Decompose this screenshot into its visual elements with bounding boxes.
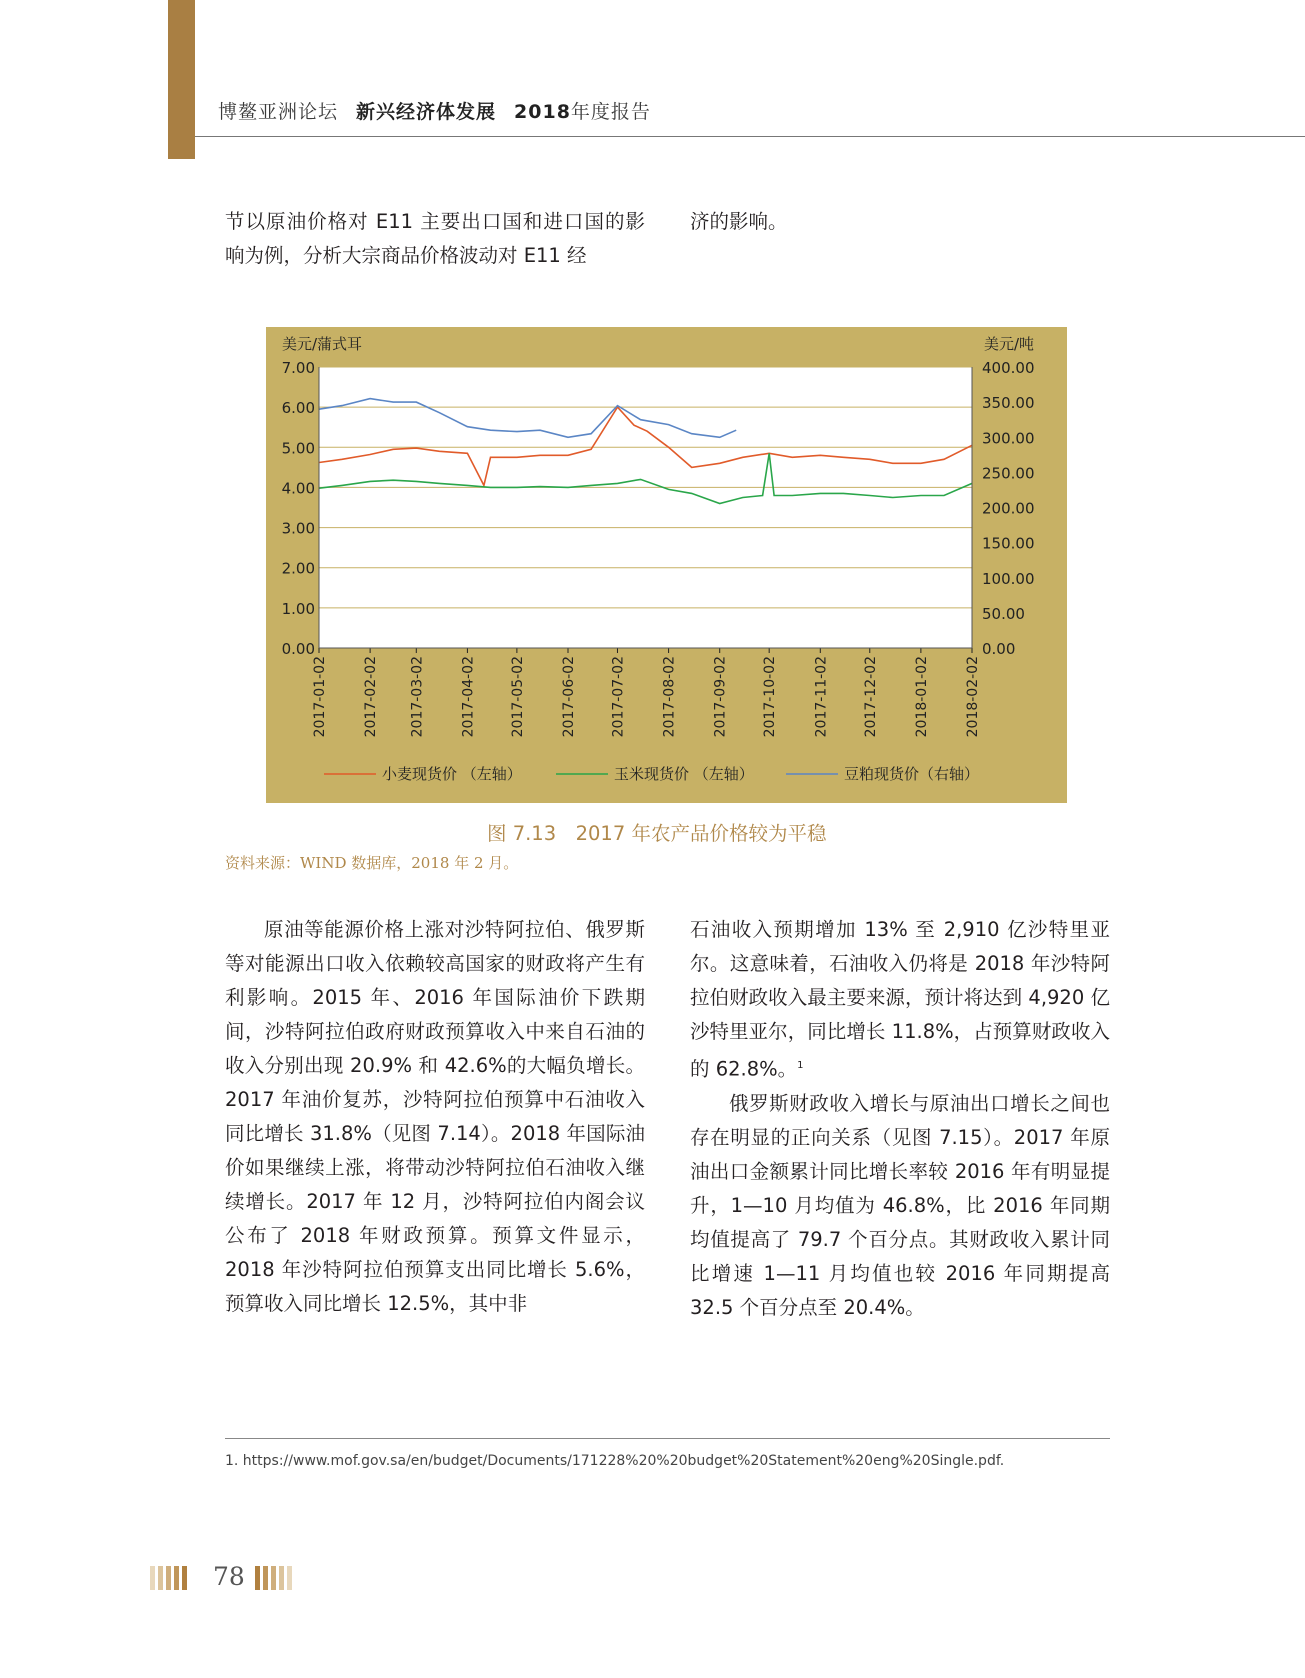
plot-area (319, 367, 972, 648)
main-right-column (690, 913, 1110, 1325)
right-paragraph-1-text: 石油收入预期增加 13% 至 2,910 亿沙特里亚尔。这意味着，石油收入仍将是 2018 年沙特阿拉伯财政收入最主要来源，预计将达到 4,920 亿沙特里亚尔，同比增长 11.8%，占预算财政收入的 62.8%。 (690, 918, 1110, 1081)
right-paragraph-1 (690, 913, 1110, 1087)
x-tick-label: 2017-06-02 (560, 656, 577, 738)
left-paragraph: 原油等能源价格上涨对沙特阿拉伯、俄罗斯等对能源出口收入依赖较高国家的财政将产生有利影响。2015 年、2016 年国际油价下跌期间，沙特阿拉伯政府财政预算收入中来自石油的收入分别出现 20.9% 和 42.6%的大幅负增长。2017 年油价复苏，沙特阿拉伯预算中石油收入同比增长 31.8%（见图 7.14）。2018 年国际油价如果继续上涨，将带动沙特阿拉伯石油收入继续增长。2017 年 12 月，沙特阿拉伯内阁会议公布了 2018 年财政预算。预算文件显示，2018 年沙特阿拉伯预算支出同比增长 5.6%，预算收入同比增长 12.5%，其中非 (225, 918, 645, 1315)
chart-svg (266, 327, 1067, 803)
page-number: 78 (213, 1562, 245, 1591)
right-tick-label: 50.00 (982, 604, 1025, 623)
legend-label-0: 小麦现货价 （左轴） (382, 765, 522, 783)
header-suffix: 年度报告 (570, 101, 651, 123)
x-tick-label: 2017-09-02 (712, 656, 729, 738)
x-tick-label: 2017-03-02 (409, 656, 426, 738)
page-bars-right (255, 1566, 295, 1590)
right-tick-label: 350.00 (982, 394, 1035, 413)
right-tick-label: 300.00 (982, 429, 1035, 448)
x-tick-label: 2017-10-02 (762, 656, 779, 738)
x-tick-label: 2017-05-02 (509, 656, 526, 738)
left-tick-label: 5.00 (281, 439, 315, 458)
right-paragraph-2: 俄罗斯财政收入增长与原油出口增长之间也存在明显的正向关系（见图 7.15）。2017 年原油出口金额累计同比增长率较 2016 年有明显提升，1—10 月均值为 46.8%，比 2016 年同期均值提高了 79.7 个百分点。其财政收入累计同比增速 1—11 月均值也较 2016 年同期提高 32.5 个百分点至 20.4%。 (690, 1091, 1110, 1319)
left-tick-label: 2.00 (281, 559, 315, 578)
right-tick-label: 100.00 (982, 569, 1035, 588)
x-tick-label: 2017-07-02 (610, 656, 627, 738)
footnote-rule (225, 1438, 1110, 1439)
x-tick-label: 2018-02-02 (965, 656, 981, 738)
right-tick-label: 0.00 (982, 640, 1016, 658)
header-year: 2018 (514, 101, 571, 123)
intro-right-column: 济的影响。 (690, 210, 788, 233)
header-rule (195, 136, 1305, 137)
right-tick-label: 250.00 (982, 464, 1035, 483)
right-tick-label: 150.00 (982, 534, 1035, 553)
price-chart (266, 327, 1067, 803)
legend-label-2: 豆粕现货价（右轴） (844, 765, 980, 783)
x-tick-label: 2017-08-02 (661, 656, 678, 738)
left-axis-label: 美元/蒲式耳 (282, 335, 363, 353)
header-forum: 博鳌亚洲论坛 (218, 101, 339, 123)
figure-source: 资料来源：WIND 数据库，2018 年 2 月。 (225, 854, 519, 872)
intro-left-column: 节以原油价格对 E11 主要出口国和进口国的影响为例，分析大宗商品价格波动对 E11 经 (225, 210, 645, 267)
legend-label-1: 玉米现货价 （左轴） (614, 765, 754, 783)
x-tick-label: 2017-11-02 (813, 656, 830, 738)
x-tick-label: 2017-04-02 (460, 656, 477, 738)
right-tick-label: 200.00 (982, 499, 1035, 518)
left-tick-label: 3.00 (281, 519, 315, 538)
left-tick-label: 0.00 (281, 640, 315, 658)
x-tick-label: 2017-12-02 (862, 656, 879, 738)
left-tick-label: 7.00 (281, 359, 315, 377)
x-tick-label: 2017-01-02 (312, 656, 328, 738)
chart-legend (324, 765, 979, 783)
left-tick-label: 4.00 (281, 479, 315, 498)
right-axis-label: 美元/吨 (984, 335, 1035, 353)
main-left-column (225, 913, 645, 1321)
right-tick-label: 400.00 (982, 359, 1035, 377)
running-header (218, 97, 651, 124)
page-bars-left (150, 1566, 190, 1590)
header-topic: 新兴经济体发展 (356, 101, 497, 123)
figure-caption: 图 7.13 2017 年农产品价格较为平稳 (487, 822, 827, 845)
left-tick-label: 6.00 (281, 399, 315, 418)
x-tick-label: 2017-02-02 (363, 656, 380, 738)
footnote-ref[interactable]: 1 (797, 1060, 804, 1071)
x-tick-label: 2018-01-02 (913, 656, 930, 738)
header-color-tab (168, 0, 195, 159)
footnote-url[interactable]: 1. https://www.mof.gov.sa/en/budget/Documents/171228%20%20budget%20Statement%20eng%20Single.pdf. (225, 1453, 1005, 1469)
left-tick-label: 1.00 (281, 599, 315, 618)
